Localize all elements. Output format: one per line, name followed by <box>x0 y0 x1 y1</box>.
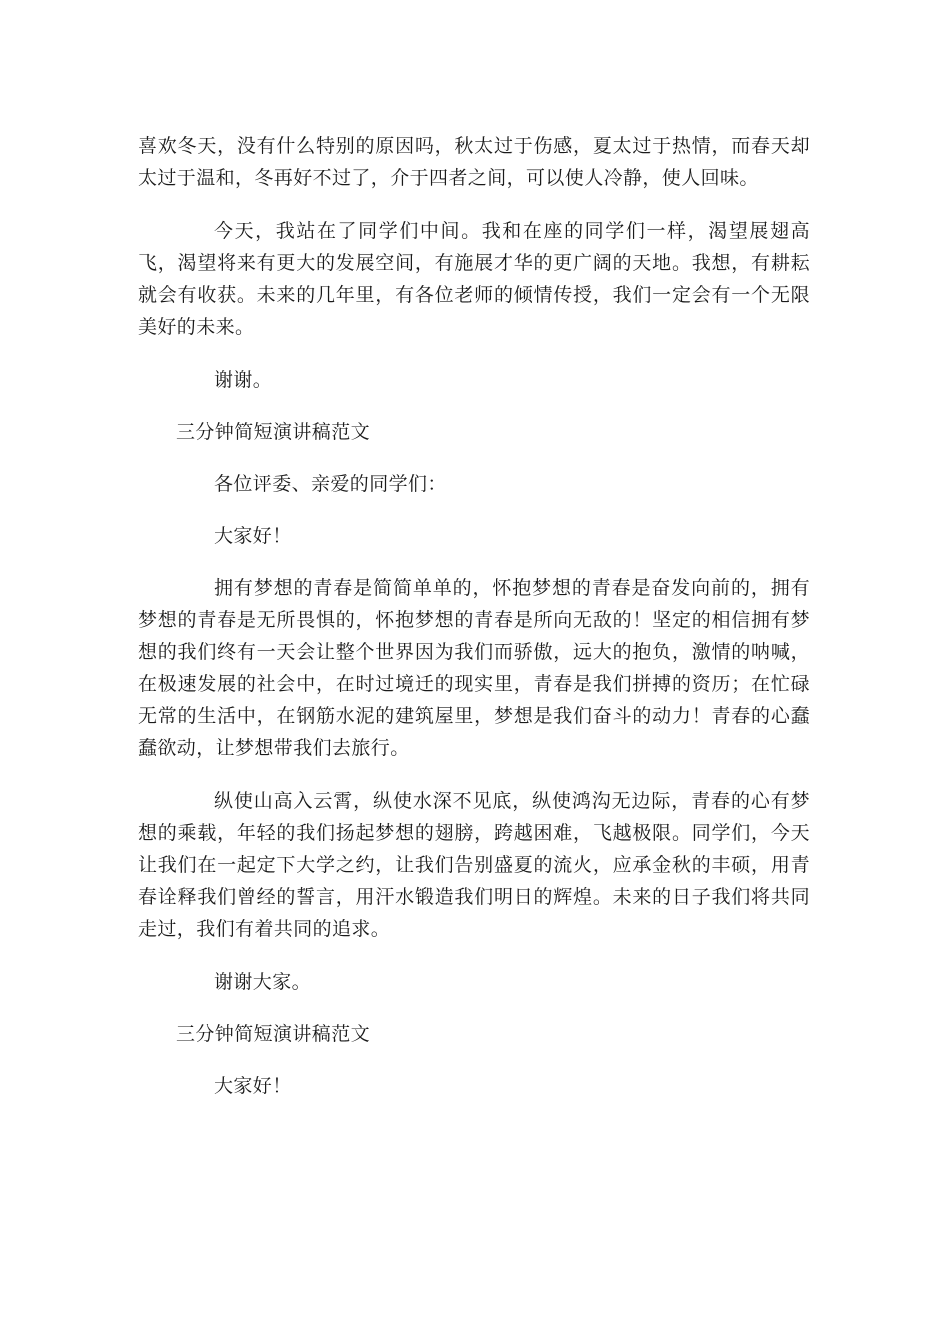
paragraph-winter: 喜欢冬天，没有什么特别的原因吗，秋太过于伤感，夏太过于热情，而春天却太过于温和，冬再好不过了，介于四者之间，可以使人冷静，使人回味。 <box>138 135 810 189</box>
salutation: 各位评委、亲爱的同学们： <box>214 473 447 495</box>
greeting-2: 大家好！ <box>214 1075 292 1097</box>
section-heading-2: 三分钟简短演讲稿范文 <box>176 1023 371 1045</box>
section-heading: 三分钟简短演讲稿范文 <box>176 421 371 443</box>
closing-thanks-all: 谢谢大家。 <box>214 971 312 993</box>
greeting: 大家好！ <box>214 525 292 547</box>
paragraph-today: 今天，我站在了同学们中间。我和在座的同学们一样，渴望展翅高飞，渴望将来有更大的发展空间，有施展才华的更广阔的天地。我想，有耕耘就会有收获。未来的几年里，有各位老师的倾情传授，我们一定会有一个无限美好的未来。 <box>138 220 810 338</box>
paragraph-mountains: 纵使山高入云霄，纵使水深不见底，纵使鸿沟无边际，青春的心有梦想的乘载，年轻的我们扬起梦想的翅膀，跨越困难，飞越极限。同学们，今天让我们在一起定下大学之约，让我们告别盛夏的流火，应承金秋的丰硕，用青春诠释我们曾经的誓言，用汗水锻造我们明日的辉煌。未来的日子我们将共同走过，我们有着共同的追求。 <box>138 790 810 940</box>
document-body <box>138 130 810 1102</box>
closing-thanks: 谢谢。 <box>214 369 273 391</box>
paragraph-dream-youth: 拥有梦想的青春是简简单单的，怀抱梦想的青春是奋发向前的，拥有梦想的青春是无所畏惧的，怀抱梦想的青春是所向无敌的！坚定的相信拥有梦想的我们终有一天会让整个世界因为我们而骄傲，远大的抱负，激情的呐喊，在极速发展的社会中，在时过境迁的现实里，青春是我们拼搏的资历；在忙碌无常的生活中，在钢筋水泥的建筑屋里，梦想是我们奋斗的动力！青春的心蠢蠢欲动，让梦想带我们去旅行。 <box>138 577 810 759</box>
